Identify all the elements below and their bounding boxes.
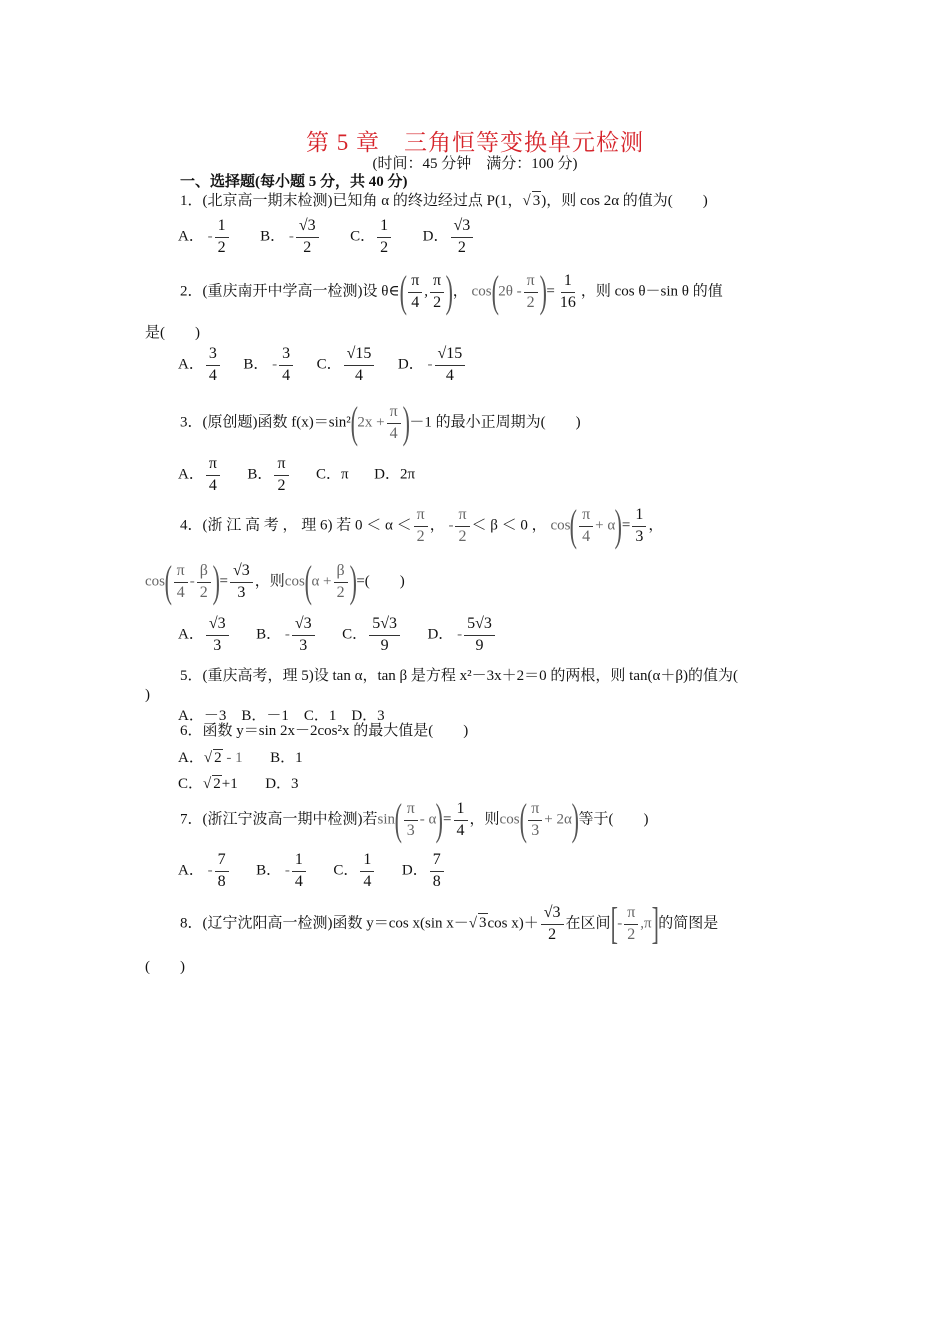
question-3-options: A． $\frac{\pi}{4}$ B． $\frac{\pi}{2}$ C．π D．2π [178, 455, 416, 494]
question-1: 1．(北京高一期末检测)已知角 α 的终边经过点 P(1，√ 3)，则 cos 2α 的值为( ) [180, 193, 708, 209]
question-5: 5．(重庆高考，理 5)设 tan α，tan β 是方程 x²－3x＋2＝0 的两根，则 tan(α＋β)的值为( [180, 668, 738, 684]
question-4: 4．(浙 江 高 考 ， 理 6) 若 0 ＜ α ＜ $\frac{\pi}{2}$ ， - $\frac{\pi}{2}$ ＜ β ＜ 0 ， cos( $\frac{\pi}{4}$ + α)= $\frac{1}{3}$ ， [180, 501, 664, 550]
question-2-options: A． $\frac{3}{4}$ B． - $\frac{3}{4}$ C． $\frac{√15}{4}$ D． - $\frac{√15}{4}$ [178, 346, 467, 385]
question-8: 8．(辽宁沈阳高一检测)函数 y＝cos x(sin x－√ 3cos x)＋ $\frac{√3}{2}$ 在区间[- $\frac{\pi}{2}$ ,π]的简图是 [180, 899, 719, 948]
question-2: 2．(重庆南开中学高一检测)设 θ∈( $\frac{\pi}{4}$ , $\frac{\pi}{2}$ )， cos(2θ - $\frac{\pi}{2}$ )= $\frac{1}{16}$ ，则 cos θ－sin θ 的值 [180, 267, 723, 316]
section-heading: 一、选择题(每小题 5 分，共 40 分) [180, 174, 408, 190]
page-title: 第 5 章 三角恒等变换单元检测 [306, 130, 644, 155]
question-4-options: A． $\frac{√3}{3}$ B． - $\frac{√3}{3}$ C． $\frac{5√3}{9}$ D． - $\frac{5√3}{9}$ [178, 616, 497, 655]
question-1-options: A． - $\frac{1}{2}$ B． - $\frac{√3}{2}$ C． $\frac{1}{2}$ D． $\frac{√3}{2}$ [178, 218, 475, 257]
question-2-cont: 是( ) [145, 325, 200, 341]
question-5-cont: ) [145, 687, 150, 703]
question-8-cont: ( ) [145, 959, 185, 975]
exam-info: (时间：45 分钟 满分：100 分) [372, 156, 578, 172]
question-5-options: A．－3 B．－1 C．1 D．3 [178, 708, 385, 724]
question-6: 6．函数 y＝sin 2x－2cos²x 的最大值是( ) [180, 723, 469, 739]
question-7-options: A． - $\frac{7}{8}$ B． - $\frac{1}{4}$ C． $\frac{1}{4}$ D． $\frac{7}{8}$ [178, 852, 446, 891]
question-3: 3．(原创题)函数 f(x)＝sin²(2x + $\frac{\pi}{4}$ )－1 的最小正周期为( ) [180, 398, 581, 447]
question-6-options-cd: C．√ 2+1 D．3 [178, 776, 299, 792]
question-7: 7．(浙江宁波高一期中检测)若sin( $\frac{\pi}{3}$ - α)= $\frac{1}{4}$ ，则cos( $\frac{\pi}{3}$ + 2α)等于( ) [180, 795, 649, 844]
question-4-cont: cos( $\frac{\pi}{4}$ - $\frac{\beta}{2}$ )= $\frac{√3}{3}$ ，则cos(α + $\frac{\beta}{2}$ )=( ) [145, 557, 405, 606]
question-6-options-ab: A．√ 2 - 1 B．1 [178, 750, 303, 766]
